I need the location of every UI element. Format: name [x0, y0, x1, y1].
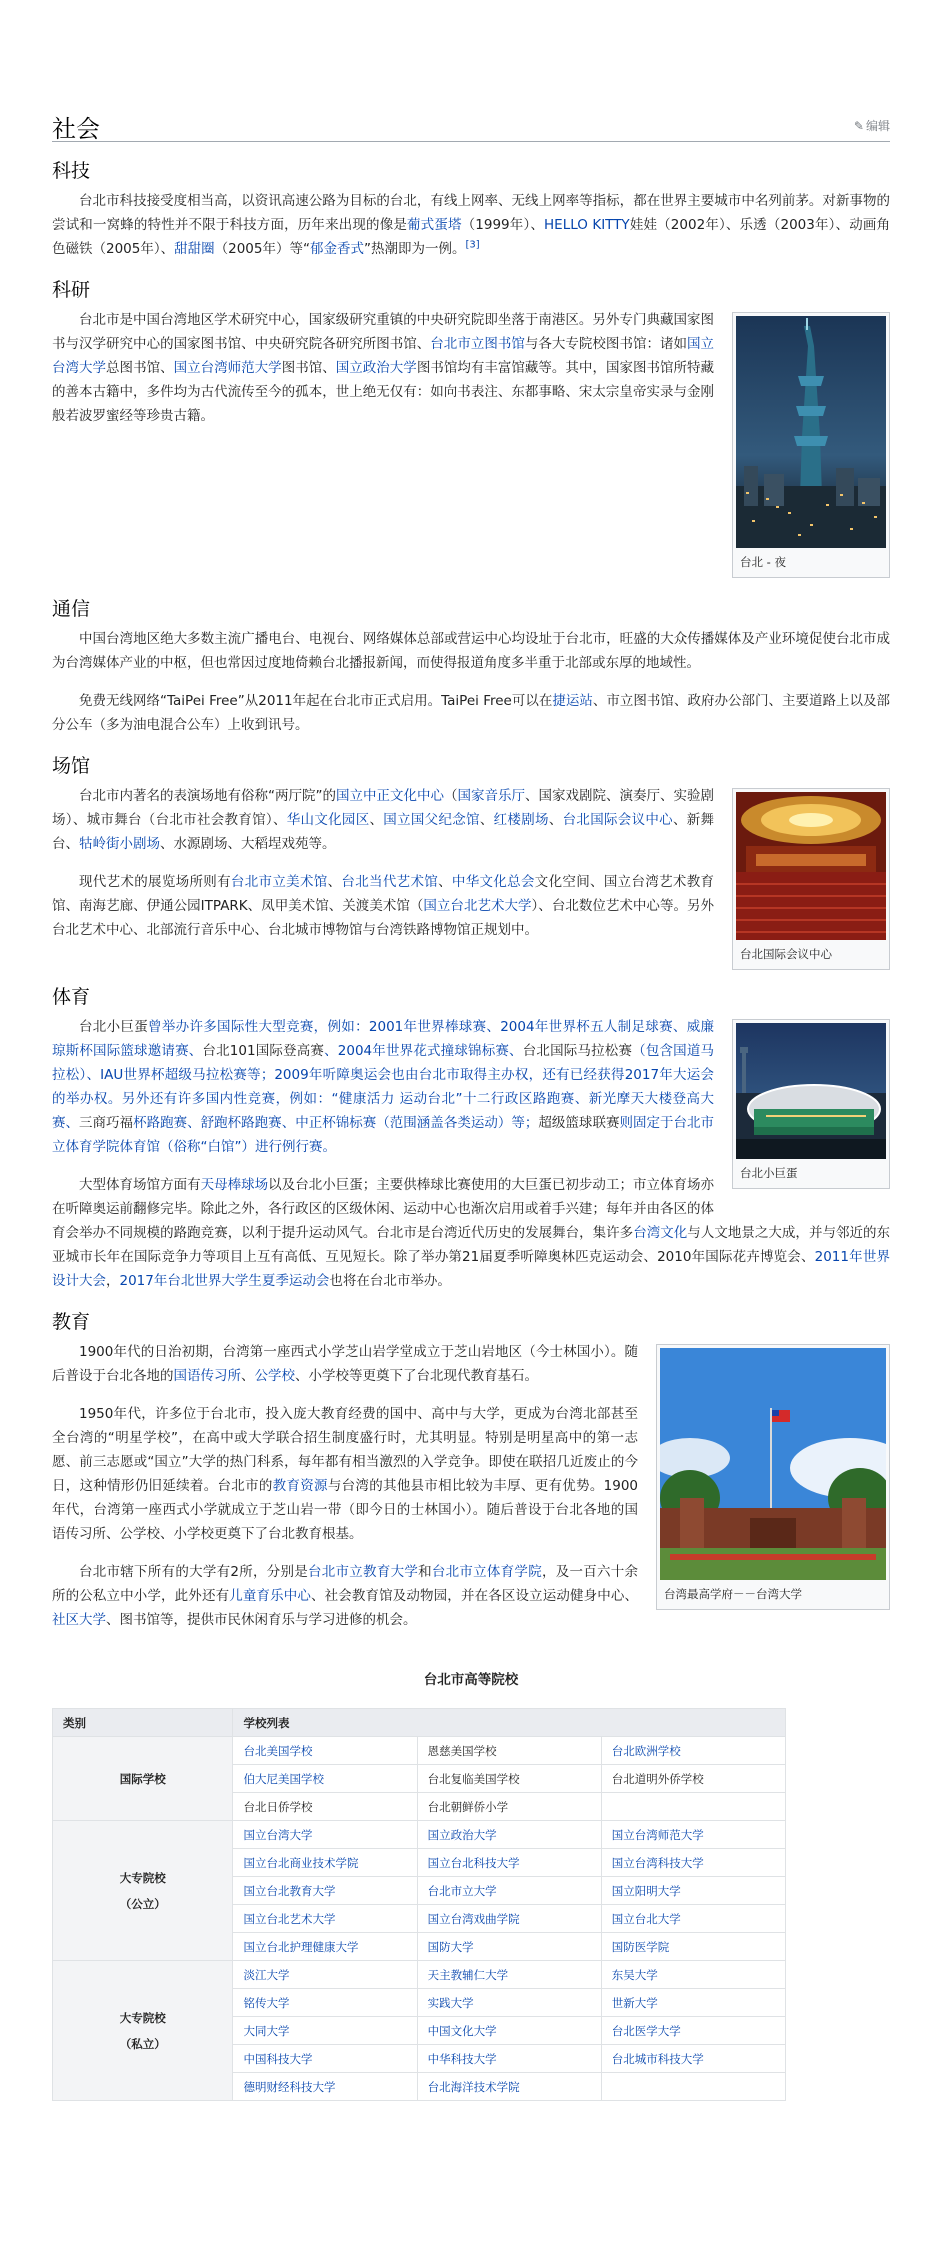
wiki-link[interactable]: 2017年台北世界大学生夏季运动会: [119, 1273, 330, 1289]
heading-venues: 场馆: [52, 755, 91, 777]
school-cell: [601, 2073, 785, 2101]
school-cell: 台北朝鲜侨小学: [417, 1793, 601, 1821]
school-cell[interactable]: 天主教辅仁大学: [417, 1961, 601, 1989]
paragraph: 1900年代的日治初期，台湾第一座西式小学芝山岩学堂成立于芝山岩地区（今士林国小）。随后普设于台北各地的国语传习所、公学校、小学校等更奠下了台北现代教育基石。: [52, 1344, 638, 1384]
wiki-link[interactable]: 国立台湾师范大学: [173, 360, 282, 376]
wiki-link[interactable]: 中华文化总会: [451, 874, 535, 890]
school-cell[interactable]: 淡江大学: [233, 1961, 417, 1989]
table-row: [53, 1961, 786, 1989]
image-caption: 台湾最高学府－－台湾大学: [664, 1587, 802, 1601]
school-cell[interactable]: 国立台湾戏曲学院: [417, 1905, 601, 1933]
school-cell[interactable]: 国立台湾师范大学: [601, 1821, 785, 1849]
wiki-link[interactable]: 台湾文化: [633, 1225, 688, 1241]
taipei-night-photo: [736, 316, 886, 548]
school-cell[interactable]: 世新大学: [601, 1989, 785, 2017]
heading-research: 科研: [52, 279, 91, 301]
wiki-link[interactable]: 国语传习所: [173, 1368, 241, 1384]
heading-tech: 科技: [52, 160, 91, 182]
paragraph: 现代艺术的展览场所则有台北市立美术馆、台北当代艺术馆、中华文化总会文化空间、国立台湾艺术教育馆、南海艺廊、伊通公园ITPARK、凤甲美术馆、关渡美术馆（国立台北艺术大学）、台北数位艺术中心等。另外台北艺术中心、北部流行音乐中心、台北城市博物馆与台湾铁路博物馆正规划中。: [52, 874, 715, 938]
wiki-link[interactable]: 、2004年世界花式撞球锦标赛、: [324, 1043, 523, 1059]
school-cell[interactable]: 国立台北护理健康大学: [233, 1933, 417, 1961]
school-cell: 台北日侨学校: [233, 1793, 417, 1821]
school-cell[interactable]: 德明财经科技大学: [233, 2073, 417, 2101]
wiki-link[interactable]: 国家音乐厅: [457, 788, 525, 804]
wiki-link[interactable]: 公学校: [254, 1368, 295, 1384]
edit-link[interactable]: [854, 117, 890, 134]
school-cell[interactable]: 国立台湾科技大学: [601, 1849, 785, 1877]
school-cell[interactable]: 国立台北大学: [601, 1905, 785, 1933]
wiki-link[interactable]: 郁金香式: [309, 241, 364, 257]
paragraph: 台北市辖下所有的大学有2所，分别是台北市立教育大学和台北市立体育学院，及一百六十余所的公私立中小学，此外还有儿童育乐中心、社会教育馆及动物园，并在各区设立运动健身中心、社区大学、图书馆等，提供市民休闲育乐与学习进修的机会。: [52, 1564, 639, 1628]
convention-center-photo: [736, 792, 886, 940]
wiki-link[interactable]: 则固定于台北市立体育学院体育馆（俗称“白馆”）进行例行赛。: [52, 1115, 715, 1155]
ntu-gate-photo: [660, 1348, 886, 1580]
wiki-link[interactable]: 甜甜圈: [174, 241, 215, 257]
image-taipei-arena[interactable]: [732, 1019, 890, 1189]
school-cell: 恩慈美国学校: [417, 1737, 601, 1765]
wiki-link[interactable]: 国立国父纪念馆: [383, 812, 480, 828]
image-taipei-night[interactable]: [732, 312, 890, 578]
paragraph: 免费无线网络“TaiPei Free”从2011年起在台北市正式启用。TaiPei Free可以在捷运站、市立图书馆、政府办公部门、主要道路上以及部分公车（多为油电混合公车）上收到讯号。: [52, 693, 891, 733]
wiki-link[interactable]: 国立中正文化中心: [336, 788, 444, 804]
paragraph: 台北小巨蛋曾举办许多国际性大型竞赛，例如：2001年世界棒球赛、2004年世界杯五人制足球赛、威廉琼斯杯国际篮球邀请赛、台北101国际登高赛、2004年世界花式撞球锦标赛、台北国际马拉松赛（包含国道马拉松）、IAU世界杯超级马拉松赛等；2009年听障奥运会也由台北市取得主办权，还有已经获得2017年大运会的举办权。另外还有许多国内性竞赛，例如：“健康活力 运动台北”十二行政区路跑赛、新光摩天大楼登高大赛、三商巧福杯路跑赛、舒跑杯路跑赛、中正杯锦标赛（范围涵盖各类运动）等；超级篮球联赛则固定于台北市立体育学院体育馆（俗称“白馆”）进行例行赛。: [52, 1019, 715, 1155]
wiki-link[interactable]: 儿童育乐中心: [229, 1588, 311, 1604]
paragraph: 大型体育场馆方面有天母棒球场以及台北小巨蛋；主要供棒球比赛使用的大巨蛋已初步动工；市立体育场亦在听障奥运前翻修完毕。除此之外，各行政区的区级休闲、运动中心也渐次启用或着手兴建；每年并由各区的体育会举办不同规模的路跑竞赛，以利于提升运动风气。台北市是台湾近代历史的发展舞台，集许多台湾文化与人文地景之大成，并与邻近的东亚城市长年在国际竞争力等项目上互有高低、互见短长。除了举办第21届夏季听障奥林匹克运动会、2010年国际花卉博览会、2011年世界设计大会，2017年台北世界大学生夏季运动会也将在台北市举办。: [52, 1177, 891, 1289]
school-cell[interactable]: 国立台北科技大学: [417, 1849, 601, 1877]
wiki-link[interactable]: 台北当代艺术馆: [341, 874, 439, 890]
wiki-link[interactable]: 国立政治大学: [335, 360, 417, 376]
school-cell[interactable]: 台北美国学校: [233, 1737, 417, 1765]
school-cell[interactable]: 铭传大学: [233, 1989, 417, 2017]
article-body: [52, 105, 890, 2101]
section-title: 社会: [52, 115, 100, 143]
wiki-link[interactable]: 国立台湾大学: [52, 336, 715, 376]
wiki-link[interactable]: 台北市立图书馆: [430, 336, 525, 352]
school-cell[interactable]: 国立台湾大学: [233, 1821, 417, 1849]
wiki-link[interactable]: 牯岭街小剧场: [79, 836, 160, 852]
wiki-link[interactable]: 曾举办许多国际性大型竞赛，例如：2001年世界棒球赛、2004年世界杯五人制足球赛、威廉琼斯杯国际篮球邀请赛、: [52, 1019, 715, 1059]
heading-comm: 通信: [52, 598, 91, 620]
reference-link[interactable]: [3]: [465, 239, 480, 251]
image-caption: 台北小巨蛋: [740, 1166, 798, 1180]
school-cell[interactable]: 国立阳明大学: [601, 1877, 785, 1905]
category-cell: 大专院校 （公立）: [53, 1821, 233, 1961]
school-cell[interactable]: 中国文化大学: [417, 2017, 601, 2045]
school-cell[interactable]: 台北医学大学: [601, 2017, 785, 2045]
school-cell[interactable]: 大同大学: [233, 2017, 417, 2045]
table-row: [53, 1737, 786, 1765]
school-cell[interactable]: 台北市立大学: [417, 1877, 601, 1905]
image-ntu[interactable]: [656, 1344, 890, 1610]
wiki-link[interactable]: 社区大学: [52, 1612, 106, 1628]
school-cell[interactable]: 中国科技大学: [233, 2045, 417, 2073]
table-title: 台北市高等院校: [423, 1672, 519, 1688]
header-category: 类别: [53, 1709, 233, 1737]
table-body: [53, 1737, 786, 2101]
wiki-link[interactable]: 台北市立体育学院: [431, 1564, 542, 1580]
image-caption: 台北 - 夜: [740, 555, 786, 569]
image-convention-center[interactable]: [732, 788, 890, 970]
wiki-link[interactable]: 台北市立教育大学: [308, 1564, 419, 1580]
school-cell[interactable]: 国立台北教育大学: [233, 1877, 417, 1905]
heading-sports: 体育: [52, 986, 91, 1008]
paragraph: 中国台湾地区绝大多数主流广播电台、电视台、网络媒体总部或营运中心均设址于台北市，旺盛的大众传播媒体及产业环境促使台北市成为台湾媒体产业的中枢，但也常因过度地倚赖台北播报新闻，而使得报道角度多半重于北部或东厚的地域性。: [52, 631, 890, 671]
table-header-row: [53, 1709, 786, 1737]
heading-edu: 教育: [52, 1311, 91, 1333]
wiki-link[interactable]: 2011年世界设计大会: [52, 1249, 890, 1289]
paragraph: 台北市内著名的表演场地有俗称“两厅院”的国立中正文化中心（国家音乐厅、国家戏剧院、演奏厅、实验剧场）、城市舞台（台北市社会教育馆）、华山文化园区、国立国父纪念馆、红楼剧场、台北国际会议中心、新舞台、牯岭街小剧场、水源剧场、大稻埕戏苑等。: [52, 788, 715, 852]
pencil-icon: ✎: [853, 119, 864, 133]
school-cell[interactable]: 台北欧洲学校: [601, 1737, 785, 1765]
school-cell[interactable]: 台北海洋技术学院: [417, 2073, 601, 2101]
school-cell: [601, 1793, 785, 1821]
school-cell[interactable]: 实践大学: [417, 1989, 601, 2017]
school-cell[interactable]: 东吴大学: [601, 1961, 785, 1989]
wiki-link[interactable]: 台北市立美术馆: [230, 874, 328, 890]
taipei-arena-photo: [736, 1023, 886, 1159]
table-row: [53, 1821, 786, 1849]
wiki-link[interactable]: 葡式蛋塔: [407, 217, 462, 233]
school-cell[interactable]: 国立台北商业技术学院: [233, 1849, 417, 1877]
school-cell[interactable]: 国防大学: [417, 1933, 601, 1961]
paragraph: 台北市科技接受度相当高，以资讯高速公路为目标的台北，有线上网率、无线上网率等指标，都在世界主要城市中名列前茅。对新事物的尝试和一窝蜂的特性并不限于科技方面，历年来出现的像是葡式蛋塔（1999年）、HELLO KITTY娃娃（2002年）、乐透（2003年）、动画角色磁铁（2005年）、甜甜圈（2005年）等“郁金香式”热潮即为一例。[3]: [52, 193, 891, 257]
school-cell[interactable]: 国防医学院: [601, 1933, 785, 1961]
school-cell: 台北复临美国学校: [417, 1765, 601, 1793]
image-caption: 台北国际会议中心: [740, 947, 832, 961]
wiki-link[interactable]: 红楼剧场: [493, 812, 549, 828]
school-cell[interactable]: 国立台北艺术大学: [233, 1905, 417, 1933]
wiki-link[interactable]: （包含国道马拉松）、IAU世界杯超级马拉松赛等；2009年听障奥运会也由台北市取得主办权，还有已经获得2017年大运会的举办权。另外还有许多国内性竞赛，例如：“健康活力 运动台北”十二行政区路跑赛、新光摩天大楼登高大赛、: [52, 1043, 715, 1131]
wiki-link[interactable]: 杯路跑赛、舒跑杯路跑赛、中正杯锦标赛（范围涵盖各类运动）等；: [133, 1115, 539, 1131]
header-schools: 学校列表: [233, 1709, 786, 1737]
schools-table: [52, 1708, 786, 2101]
school-cell: 台北道明外侨学校: [601, 1765, 785, 1793]
paragraph: 台北市是中国台湾地区学术研究中心，国家级研究重镇的中央研究院即坐落于南港区。另外专门典藏国家图书与汉学研究中心的国家图书馆、中央研究院各研究所图书馆、台北市立图书馆与各大专院校图书馆：诸如国立台湾大学总图书馆、国立台湾师范大学图书馆、国立政治大学图书馆均有丰富馆藏等。其中，国家图书馆所特藏的善本古籍中，多件均为古代流传至今的孤本，世上绝无仅有：如向书表注、东都事略、宋太宗皇帝实录与金刚般若波罗蜜经等珍贵古籍。: [52, 312, 715, 424]
edit-label: 编辑: [865, 119, 890, 133]
school-cell[interactable]: 国立政治大学: [417, 1821, 601, 1849]
wiki-link[interactable]: 华山文化园区: [286, 812, 370, 828]
category-cell: 大专院校 （私立）: [53, 1961, 233, 2101]
wiki-link[interactable]: HELLO KITTY: [544, 217, 630, 233]
school-cell[interactable]: 伯大尼美国学校: [233, 1765, 417, 1793]
wiki-link[interactable]: 国立台北艺术大学: [423, 898, 532, 914]
wiki-link[interactable]: 天母棒球场: [200, 1177, 269, 1193]
wiki-link[interactable]: 台北国际会议中心: [562, 812, 673, 828]
wiki-link[interactable]: 捷运站: [552, 693, 593, 709]
section-header: [52, 105, 890, 142]
school-cell[interactable]: 台北城市科技大学: [601, 2045, 785, 2073]
paragraph: 1950年代，许多位于台北市，投入庞大教育经费的国中、高中与大学，更成为台湾北部甚至全台湾的“明星学校”，在高中或大学联合招生制度盛行时，尤其明显。特别是明星高中的第一志愿、前三志愿或“国立”大学的热门科系，每年都有相当激烈的入学竞争。即使在联招几近废止的今日，这种情形仍旧延续着。台北市的教育资源与台湾的其他县市相比较为丰厚、更有优势。1900年代，台湾第一座西式小学就成立于芝山岩一带（即今日的士林国小）。随后普设于台北各地的国语传习所、公学校、小学校更奠下了台北教育根基。: [52, 1406, 639, 1542]
category-cell: 国际学校: [53, 1737, 233, 1821]
wiki-link[interactable]: 教育资源: [272, 1478, 328, 1494]
school-cell[interactable]: 中华科技大学: [417, 2045, 601, 2073]
